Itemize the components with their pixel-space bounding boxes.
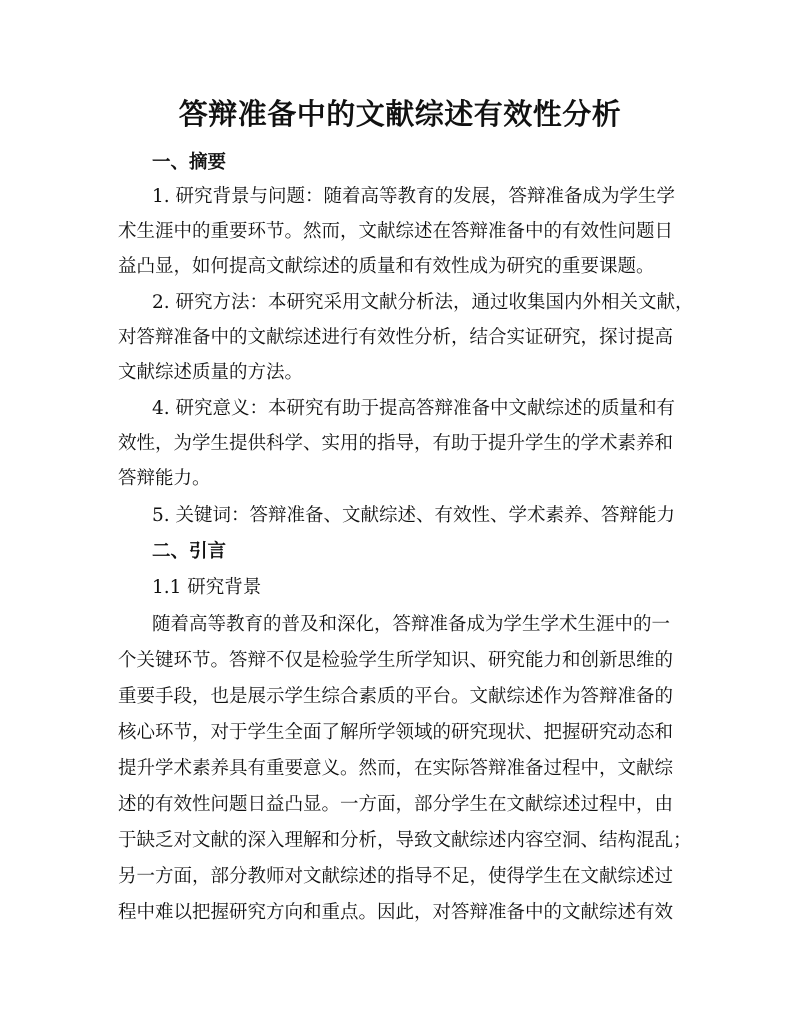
- paragraph-line: 对答辩准备中的文献综述进行有效性分析，结合实证研究，探讨提高: [118, 327, 674, 348]
- paragraph-line: 于缺乏对文献的深入理解和分析，导致文献综述内容空洞、结构混乱；: [118, 830, 692, 851]
- paragraph-line: 个关键环节。答辩不仅是检验学生所学知识、研究能力和创新思维的: [118, 650, 674, 671]
- paragraph-line: 2. 研究方法：本研究采用文献分析法，通过收集国内外相关文献，: [152, 292, 694, 313]
- paragraph-line: 术生涯中的重要环节。然而，文献综述在答辩准备中的有效性问题日: [118, 221, 674, 242]
- paragraph-line: 提升学术素养具有重要意义。然而，在实际答辩准备过程中，文献综: [118, 758, 674, 779]
- paragraph-line: 1. 研究背景与问题：随着高等教育的发展，答辩准备成为学生学: [152, 186, 676, 207]
- paragraph-line: 文献综述质量的方法。: [118, 362, 304, 383]
- paragraph-line: 随着高等教育的普及和深化，答辩准备成为学生学术生涯中的一: [152, 614, 671, 635]
- paragraph-line: 效性，为学生提供科学、实用的指导，有助于提升学生的学术素养和: [118, 433, 674, 454]
- subsection-heading: 1.1 研究背景: [152, 577, 262, 598]
- abstract-heading: 一、摘要: [152, 152, 227, 173]
- document-title: 答辩准备中的文献综述有效性分析: [178, 97, 622, 131]
- paragraph-line: 4. 研究意义：本研究有助于提高答辩准备中文献综述的质量和有: [152, 398, 676, 419]
- intro-heading: 二、引言: [152, 541, 227, 562]
- paragraph-line: 益凸显，如何提高文献综述的质量和有效性成为研究的重要课题。: [118, 256, 655, 277]
- paragraph-line: 重要手段，也是展示学生综合素质的平台。文献综述作为答辩准备的: [118, 686, 674, 707]
- paragraph-line: 核心环节，对于学生全面了解所学领域的研究现状、把握研究动态和: [118, 722, 674, 743]
- paragraph-line: 另一方面，部分教师对文献综述的指导不足，使得学生在文献综述过: [118, 866, 674, 887]
- paragraph-line: 程中难以把握研究方向和重点。因此，对答辩准备中的文献综述有效: [118, 902, 674, 923]
- paragraph-line: 答辩能力。: [118, 468, 211, 489]
- paragraph-line: 述的有效性问题日益凸显。一方面，部分学生在文献综述过程中，由: [118, 794, 674, 815]
- keywords-line: 5. 关键词：答辩准备、文献综述、有效性、学术素养、答辩能力: [152, 505, 676, 526]
